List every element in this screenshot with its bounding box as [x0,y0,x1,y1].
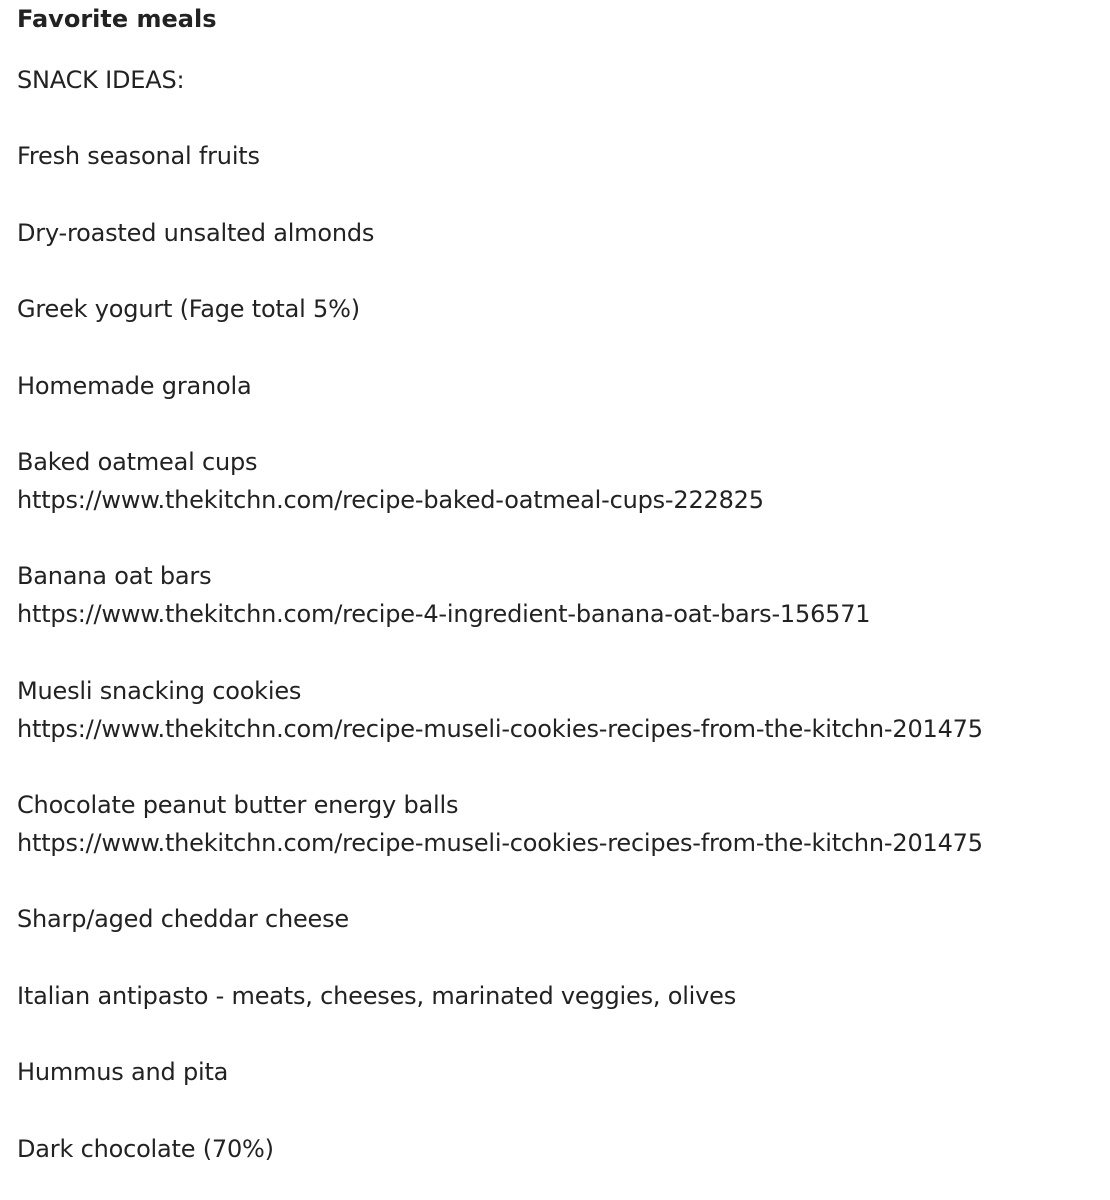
section-heading: SNACK IDEAS: [17,66,185,94]
recipe-link[interactable]: https://www.thekitchn.com/recipe-museli-cookies-recipes-from-the-kitchn-201475 [17,715,983,743]
snack-item: Hummus and pita [17,1058,229,1086]
recipe-link[interactable]: https://www.thekitchn.com/recipe-4-ingredient-banana-oat-bars-156571 [17,600,871,628]
snack-item: Dark chocolate (70%) [17,1135,274,1163]
snack-item: Sharp/aged cheddar cheese [17,905,349,933]
snack-item: Muesli snacking cookies [17,677,302,705]
recipe-link[interactable]: https://www.thekitchn.com/recipe-museli-cookies-recipes-from-the-kitchn-201475 [17,829,983,857]
recipe-link[interactable]: https://www.thekitchn.com/recipe-baked-oatmeal-cups-222825 [17,486,764,514]
page-title: Favorite meals [17,5,217,33]
snack-item: Baked oatmeal cups [17,448,258,476]
snack-item: Chocolate peanut butter energy balls [17,791,459,819]
snack-item: Homemade granola [17,372,252,400]
snack-item: Banana oat bars [17,562,212,590]
snack-item: Italian antipasto - meats, cheeses, marinated veggies, olives [17,982,737,1010]
snack-item: Fresh seasonal fruits [17,142,260,170]
snack-item: Dry-roasted unsalted almonds [17,219,375,247]
snack-item: Greek yogurt (Fage total 5%) [17,295,360,323]
